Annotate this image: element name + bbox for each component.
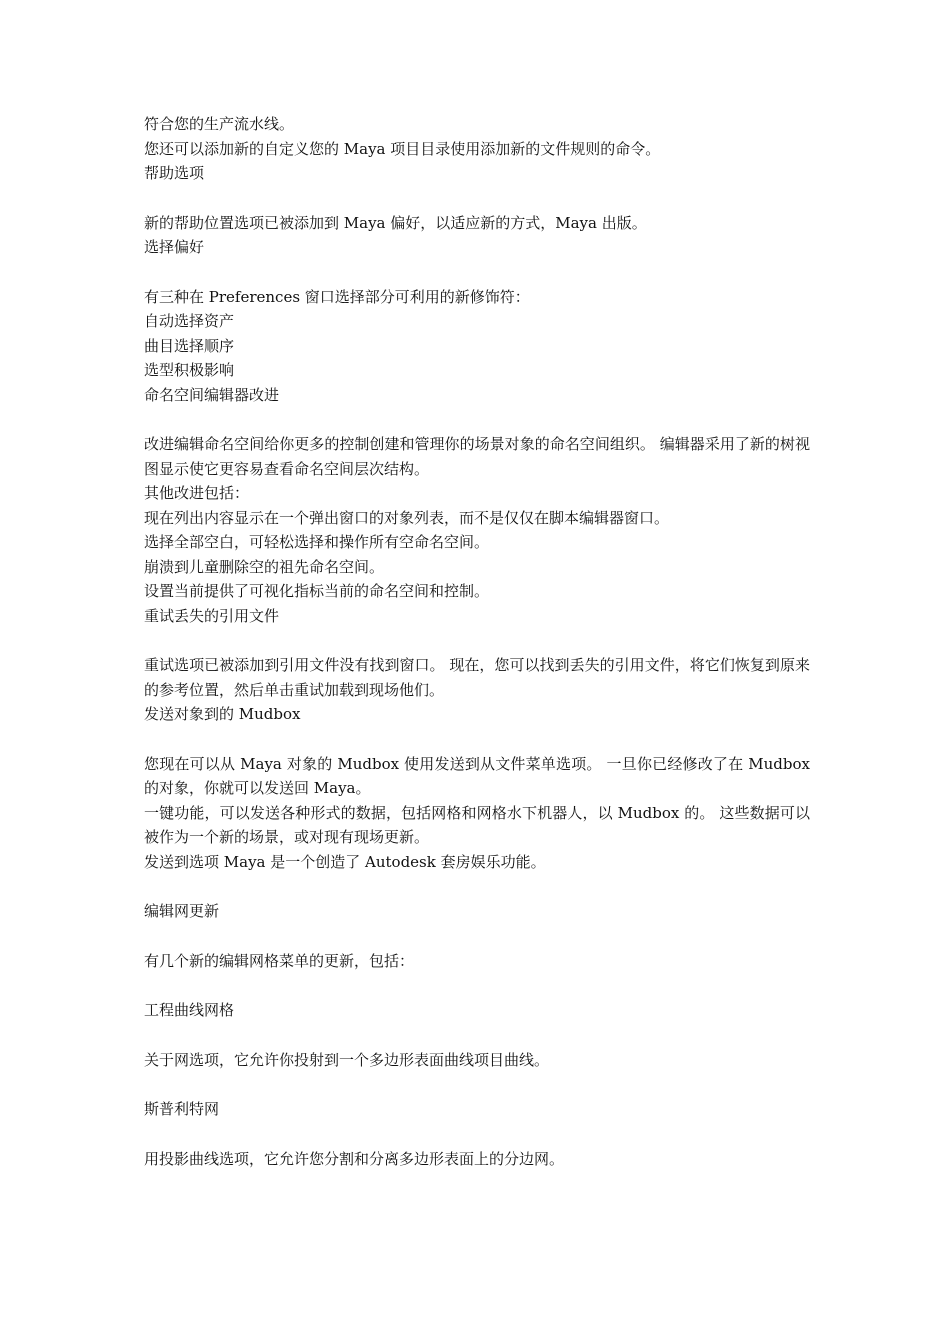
blank-line [144,407,810,432]
list-item: 曲目选择顺序 [144,336,235,355]
text-line: 有几个新的编辑网格菜单的更新，包括： [144,951,415,970]
list-item: 选型积极影响 [144,361,235,379]
text-line: 关于网选项，它允许你投射到一个多边形表面曲线项目曲线。 [144,1050,550,1069]
text-line: 发送到选项 Maya 是一个创造了 Autodesk 套房娱乐功能。 [144,852,546,871]
list-item: 选择全部空白，可轻松选择和操作所有空命名空间。 [144,533,490,551]
paragraph: 重试选项已被添加到引用文件没有找到窗口。 现在，您可以找到丢失的引用文件，将它们恢复到原来的参考位置，然后单击重试加载到现场他们。 [144,656,810,699]
blank-line [144,260,810,285]
list-item: 自动选择资产 [144,312,235,330]
section-heading: 帮助选项 [144,164,205,182]
section-heading: 编辑网更新 [144,902,220,920]
blank-line [144,924,810,949]
blank-line [144,727,810,752]
text-line: 其他改进包括： [144,484,250,502]
blank-line [144,1023,810,1048]
blank-line [144,1072,810,1097]
section-heading: 发送对象到的 Mudbox [144,705,301,723]
section-heading: 重试丢失的引用文件 [144,606,280,625]
paragraph: 您现在可以从 Maya 对象的 Mudbox 使用发送到从文件菜单选项。 一旦你已经修改了在 Mudbox 的对象，你就可以发送回 Maya。 [144,754,810,797]
section-heading: 选择偏好 [144,238,205,256]
section-heading: 工程曲线网格 [144,1001,235,1019]
document-page [144,112,810,1171]
section-heading: 斯普利特网 [144,1100,220,1118]
list-item: 设置当前提供了可视化指标当前的命名空间和控制。 [144,582,490,600]
text-line: 用投影曲线选项，它允许您分割和分离多边形表面上的分边网。 [144,1149,565,1168]
blank-line [144,874,810,899]
blank-line [144,186,810,211]
paragraph: 改进编辑命名空间给你更多的控制创建和管理你的场景对象的命名空间组织。 编辑器采用了新的树视图显示使它更容易查看命名空间层次结构。 [144,435,810,478]
blank-line [144,973,810,998]
text-line: 您还可以添加新的自定义您的 Maya 项目目录使用添加新的文件规则的命令。 [144,139,661,158]
paragraph: 一键功能，可以发送各种形式的数据，包括网格和网格水下机器人，以 Mudbox 的。 这些数据可以被作为一个新的场景，或对现有现场更新。 [144,803,810,846]
text-line: 符合您的生产流水线。 [144,115,295,133]
text-line: 新的帮助位置选项已被添加到 Maya 偏好，以适应新的方式，Maya 出版。 [144,213,647,232]
blank-line [144,628,810,653]
section-heading: 命名空间编辑器改进 [144,385,280,404]
list-item: 崩溃到儿童删除空的祖先命名空间。 [144,557,385,576]
text-line: 有三种在 Preferences 窗口选择部分可利用的新修饰符： [144,287,530,306]
list-item: 现在列出内容显示在一个弹出窗口的对象列表，而不是仅仅在脚本编辑器窗口。 [144,508,670,527]
blank-line [144,1122,810,1147]
